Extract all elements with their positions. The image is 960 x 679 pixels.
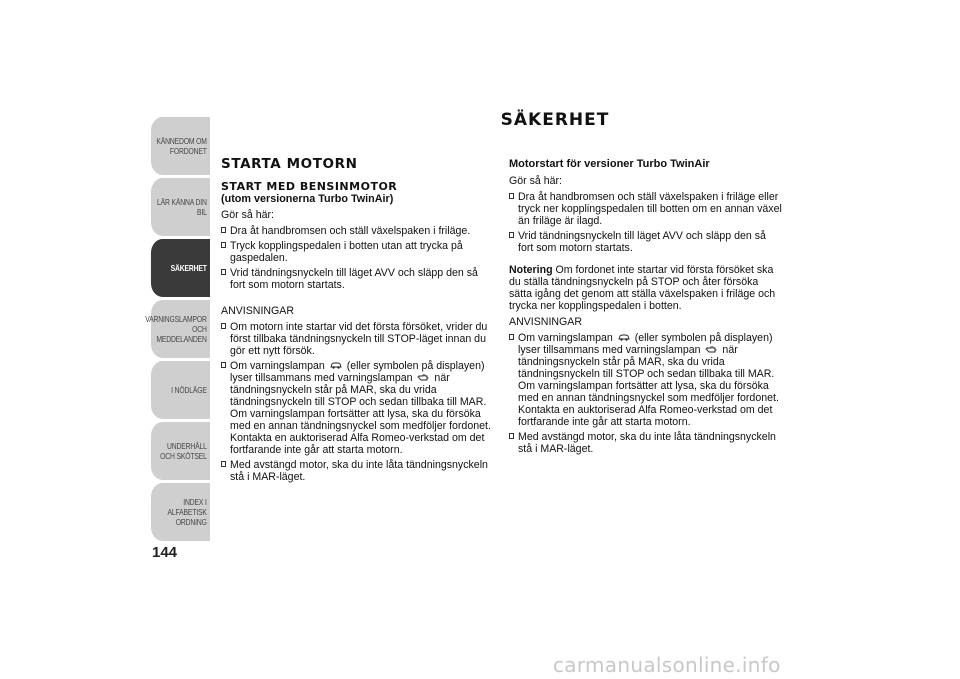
list-item: Vrid tändningsnyckeln till läget AVV och släpp den så fort som motorn startats. [509, 230, 784, 254]
section-heading: STARTA MOTORN [221, 156, 358, 172]
list-item: Om varningslampan (eller symbolen på displayen) lyser tillsammans med varningslampan när tändningsnyckeln står på MAR, ska du vrida tändningsnyckeln till STOP och sedan tillbaka till MAR. Om varningslampan fortsätter att lysa, ska du försöka med en annan tändningsnyckel som medföljer fordonet. Kontakta en auktoriserad Alfa Romeo-verkstad om det fortfarande inte går att starta motorn. [509, 332, 784, 428]
list-item: Med avstängd motor, ska du inte låta tändningsnyckeln stå i MAR-läget. [509, 431, 784, 455]
notes-list [509, 332, 784, 455]
engine-icon [705, 345, 717, 354]
intro-text: Gör så här: [221, 209, 274, 221]
watermark: carmanualsonline.info [553, 653, 781, 677]
section-heading: Motorstart för versioner Turbo TwinAir [509, 158, 710, 170]
right-column [509, 158, 784, 461]
tab-kannedom-om-fordonet[interactable]: KÄNNEDOM OM FORDONET [151, 117, 210, 175]
list-item: Med avstängd motor, ska du inte låta tändningsnyckeln stå i MAR-läget. [221, 459, 491, 483]
note-paragraph [509, 264, 784, 312]
list-item: Dra åt handbromsen och ställ växelspaken i friläge. [221, 225, 491, 237]
note-text: Om fordonet inte startar vid första försöket ska du ställa tändningsnyckeln på STOP och åter försöka sätta igång det genom att ställa växelspaken i friläge och trycka ner kopplingspedalen i botten. [509, 264, 776, 312]
note-label: Notering [509, 264, 553, 276]
tab-sakerhet[interactable]: SÄKERHET [151, 239, 210, 297]
steps-list [221, 225, 491, 291]
list-item: Tryck kopplingspedalen i botten utan att trycka på gaspedalen. [221, 240, 491, 264]
tab-i-nodlage[interactable]: I NÖDLÄGE [151, 361, 210, 419]
page-number: 144 [152, 544, 178, 561]
tab-varningslampor[interactable]: VARNINGSLAMPOR OCH MEDDELANDEN [151, 300, 210, 358]
left-column [221, 158, 491, 489]
intro-text: Gör så här: [509, 175, 562, 187]
list-item: Om varningslampan (eller symbolen på displayen) lyser tillsammans med varningslampan när tändningsnyckeln står på MAR, ska du vrida tändningsnyckeln till STOP och sedan tillbaka till MAR. Om varningslampan fortsätter att lysa, ska du försöka med en annan tändningsnyckel som medföljer fordonet. Kontakta en auktoriserad Alfa Romeo-verkstad om det fortfarande inte går att starta motorn. [221, 360, 491, 456]
notes-list [221, 321, 491, 483]
tab-underhall-och-skotsel[interactable]: UNDERHÅLL OCH SKÖTSEL [151, 422, 210, 480]
list-item: Vrid tändningsnyckeln till läget AVV och släpp den så fort som motorn startats. [221, 267, 491, 291]
car-key-icon [330, 361, 342, 370]
engine-icon [417, 373, 429, 382]
tab-lar-kanna-din-bil[interactable]: LÄR KÄNNA DIN BIL [151, 178, 210, 236]
steps-list [509, 191, 784, 254]
subsection-heading: START MED BENSINMOTOR [221, 180, 398, 193]
tab-index[interactable]: INDEX I ALFABETISK ORDNING [151, 483, 210, 541]
notes-label: ANVISNINGAR [509, 316, 582, 328]
section-sidebar [138, 117, 210, 544]
notes-label: ANVISNINGAR [221, 305, 294, 317]
list-item: Om motorn inte startar vid det första försöket, vrider du först tillbaka tändningsnyckeln till STOP-läget innan du gör ett nytt försök. [221, 321, 491, 357]
car-key-icon [618, 333, 630, 342]
page-title: SÄKERHET [500, 110, 610, 130]
list-item: Dra åt handbromsen och ställ växelspaken i friläge eller tryck ner kopplingspedalen till botten om en annan växel än friläge är ilagd. [509, 191, 784, 227]
subsection-note: (utom versionerna Turbo TwinAir) [221, 193, 394, 205]
